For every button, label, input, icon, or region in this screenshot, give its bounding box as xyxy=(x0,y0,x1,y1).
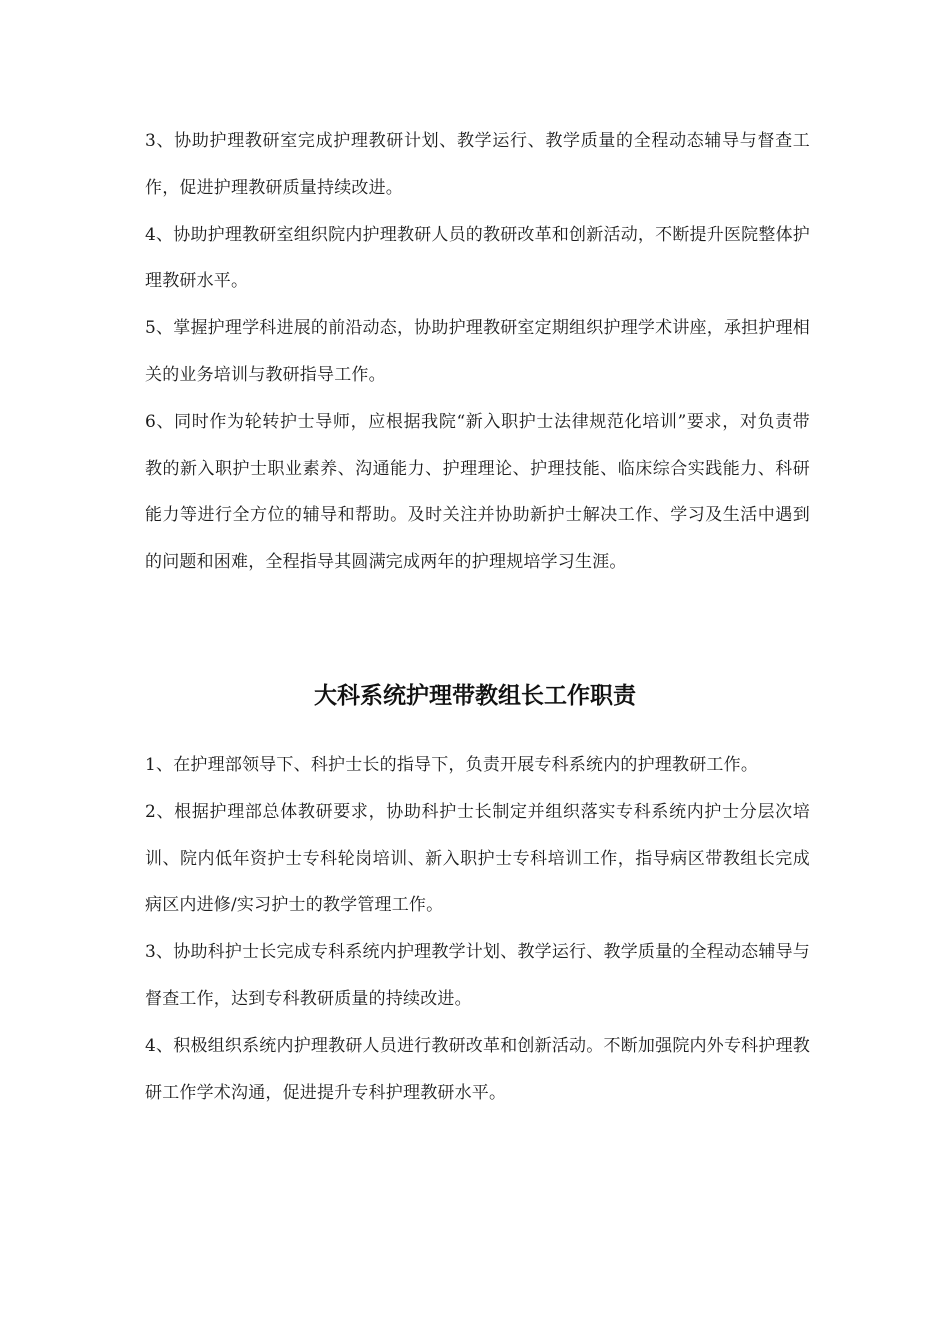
duty-item-5: 5、掌握护理学科进展的前沿动态，协助护理教研室定期组织护理学术讲座，承担护理相关的业务培训与教研指导工作。 xyxy=(145,318,810,385)
duty-item-6: 6、同时作为轮转护士导师，应根据我院“新入职护士法律规范化培训”要求，对负责带教的新入职护士职业素养、沟通能力、护理理论、护理技能、临床综合实践能力、科研能力等进行全方位的辅导和帮助。及时关注并协助新护士解决工作、学习及生活中遇到的问题和困难，全程指导其圆满完成两年的护理规培学习生涯。 xyxy=(145,411,810,573)
leader-duty-item-3: 3、协助科护士长完成专科系统内护理教学计划、教学运行、教学质量的全程动态辅导与督查工作，达到专科教研质量的持续改进。 xyxy=(145,942,810,1009)
leader-duty-item-2: 2、根据护理部总体教研要求，协助科护士长制定并组织落实专科系统内护士分层次培训、院内低年资护士专科轮岗培训、新入职护士专科培训工作，指导病区带教组长完成病区内进修/实习护士的教学管理工作。 xyxy=(145,801,810,916)
duty-item-3: 3、协助护理教研室完成护理教研计划、教学运行、教学质量的全程动态辅导与督查工作，促进护理教研质量持续改进。 xyxy=(145,131,810,198)
leader-duty-item-1: 1、在护理部领导下、科护士长的指导下，负责开展专科系统内的护理教研工作。 xyxy=(145,755,759,775)
group-leader-duties-list xyxy=(145,742,810,1116)
section-heading: 大科系统护理带教组长工作职责 xyxy=(314,683,636,709)
leader-duty-item-4: 4、积极组织系统内护理教研人员进行教研改革和创新活动。不断加强院内外专科护理教研工作学术沟通，促进提升专科护理教研水平。 xyxy=(145,1035,810,1103)
duties-list-continued xyxy=(145,118,810,586)
duty-item-4: 4、协助护理教研室组织院内护理教研人员的教研改革和创新活动，不断提升医院整体护理教研水平。 xyxy=(145,224,810,292)
